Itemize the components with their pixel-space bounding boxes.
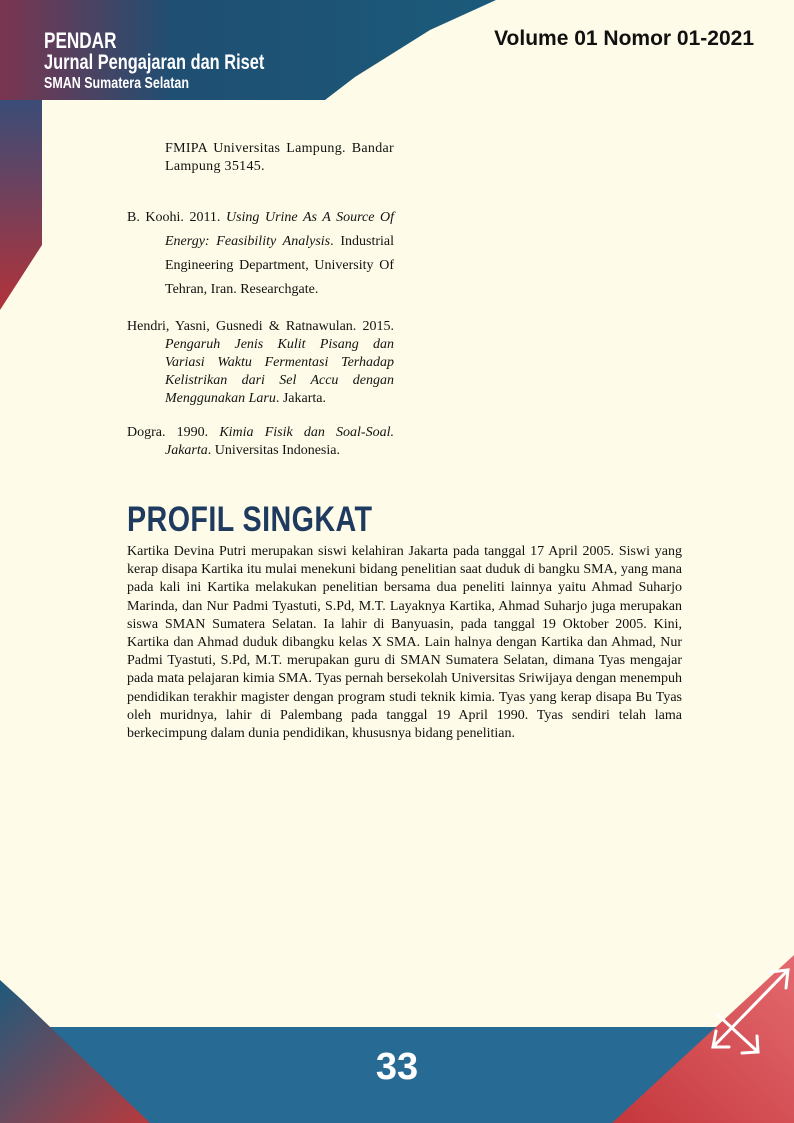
page-number: 33 [375, 1046, 419, 1088]
journal-school: SMAN Sumatera Selatan [44, 75, 189, 92]
left-edge-band [0, 100, 42, 310]
profile-paragraph: Kartika Devina Putri merupakan siswi kelahiran Jakarta pada tanggal 17 April 2005. Siswi yang kerap disapa Kartika itu mulai menekuni bidang penelitian saat duduk di bangku SMA, yang mana pada kali ini Kartika melakukan penelitian bersama dua peneliti lainnya yaitu Ahmad Suharjo Marinda, dan Nur Padmi Tyastuti, S.Pd, M.T. Layaknya Kartika, Ahmad Suharjo juga merupakan siswa SMAN Sumatera Selatan. Ia lahir di Banyuasin, pada tanggal 19 Oktober 2005. Kini, Kartika dan Ahmad duduk dibangku kelas X SMA. Lain halnya dengan Kartika dan Ahmad, Nur Padmi Tyastuti, S.Pd, M.T. merupakan guru di SMAN Sumatera Selatan, dimana Tyas mengajar pada mata pelajaran kimia SMA. Tyas pernah bersekolah Universitas Sriwijaya dengan menempuh pendidikan terakhir magister dengan program studi teknik kimia. Tyas yang kerap disapa Bu Tyas oleh muridnya, lahir di Palembang pada tanggal 19 April 1990. Tyas sendiri telah lama berkecimpung dalam dunia pendidikan, khususnya bidang penelitian. [127, 544, 682, 742]
journal-subtitle: Jurnal Pengajaran dan Riset [44, 51, 265, 74]
journal-name: PENDAR [44, 28, 117, 53]
reference-item: Dogra. 1990. Kimia Fisik dan Soal-Soal. Jakarta. Universitas Indonesia. [127, 425, 394, 458]
reference-item: B. Koohi. 2011. Using Urine As A Source Of Energy: Feasibility Analysis. Industrial Engineering Department, University Of Tehran, Iran. Researchgate. [127, 210, 394, 297]
reference-item: Hendri, Yasni, Gusnedi & Ratnawulan. 2015. Pengaruh Jenis Kulit Pisang dan Variasi Waktu Fermentasi Terhadap Kelistrikan dari Sel Accu dengan Menggunakan Laru. Jakarta. [127, 319, 394, 406]
section-heading: PROFIL SINGKAT [127, 500, 373, 539]
reference-continuation: FMIPA Universitas Lampung. Bandar Lampung 35145. [165, 141, 394, 174]
reference-list [127, 140, 394, 473]
volume-label: Volume 01 Nomor 01-2021 [494, 27, 754, 50]
